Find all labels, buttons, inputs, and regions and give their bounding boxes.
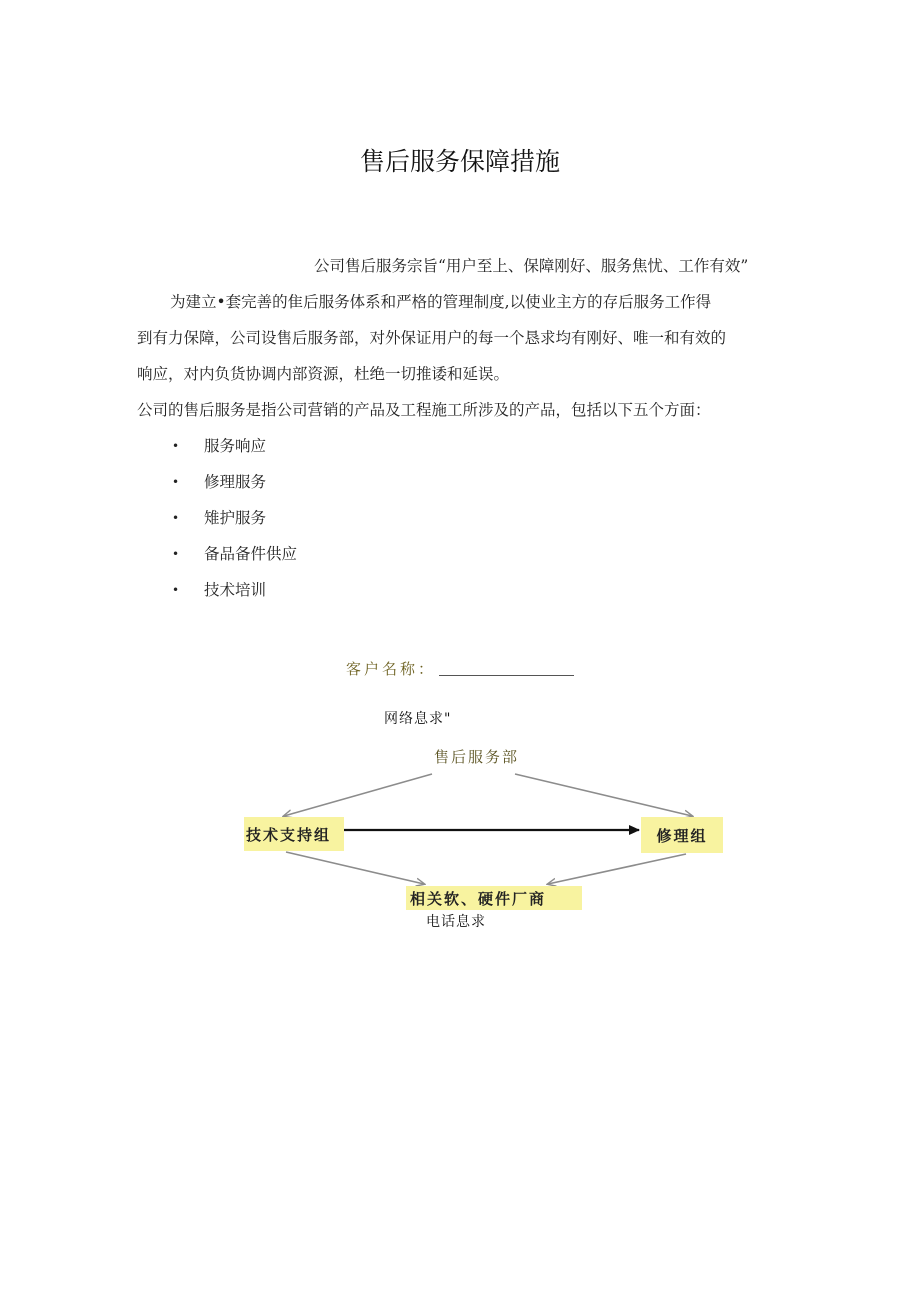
- paragraph-scope: 公司的售后服务是指公司营销的产品及工程施工所涉及的产品，包括以下五个方面：: [137, 401, 711, 419]
- bullet-icon: •: [172, 547, 180, 561]
- after-sales-dept-label: 售后服务部: [434, 748, 520, 766]
- arrow-tech-to-vendor: [286, 852, 424, 884]
- list-item-label: 备品备件供应: [204, 545, 298, 563]
- paragraph-line-2: 到有力保障，公司设售后服务部，对外保证用户的每一个恳求均有刚好、唯一和有效的: [137, 329, 727, 347]
- list-item: [172, 508, 297, 544]
- arrow-dept-to-repair: [515, 774, 692, 816]
- list-item: [172, 472, 297, 508]
- paragraph-line-3: 响应，对内负货协调内部资源，杜绝一切推诿和延误。: [137, 365, 510, 383]
- list-item-label: 服务响应: [204, 437, 267, 455]
- vendors-box: 相关软、硬件厂商: [406, 886, 582, 910]
- bullet-icon: •: [172, 583, 180, 597]
- list-item-label: 技术培训: [204, 581, 267, 599]
- list-item: [172, 544, 297, 580]
- list-item: [172, 580, 297, 616]
- bullet-icon: •: [172, 511, 180, 525]
- document-title: 售后服务保障措施: [359, 147, 560, 176]
- list-item-label: 修理服务: [204, 473, 267, 491]
- bullet-icon: •: [172, 439, 180, 453]
- tech-support-group-box: 技术支持组: [244, 817, 344, 851]
- paragraph-line-1: 为建立•套完善的隹后服务体系和严格的管理制度,以使业主方的存后服务工作得: [170, 293, 712, 311]
- service-aspects-list: [172, 436, 297, 616]
- repair-group-box: 修理组: [641, 817, 723, 853]
- bullet-icon: •: [172, 475, 180, 489]
- list-item: [172, 436, 297, 472]
- paragraph-service-motto: 公司售后服务宗旨“用户至上、保障刚好、服务焦忧、工作有效”: [314, 257, 749, 275]
- network-request-label: 网络息求": [384, 711, 452, 727]
- customer-name-blank: [439, 675, 574, 676]
- arrow-dept-to-tech: [284, 774, 432, 816]
- arrow-repair-to-vendor: [548, 854, 686, 884]
- customer-name-label: 客户名称：: [346, 660, 437, 678]
- phone-request-label: 电话息求: [426, 914, 486, 930]
- list-item-label: 雉护服务: [204, 509, 267, 527]
